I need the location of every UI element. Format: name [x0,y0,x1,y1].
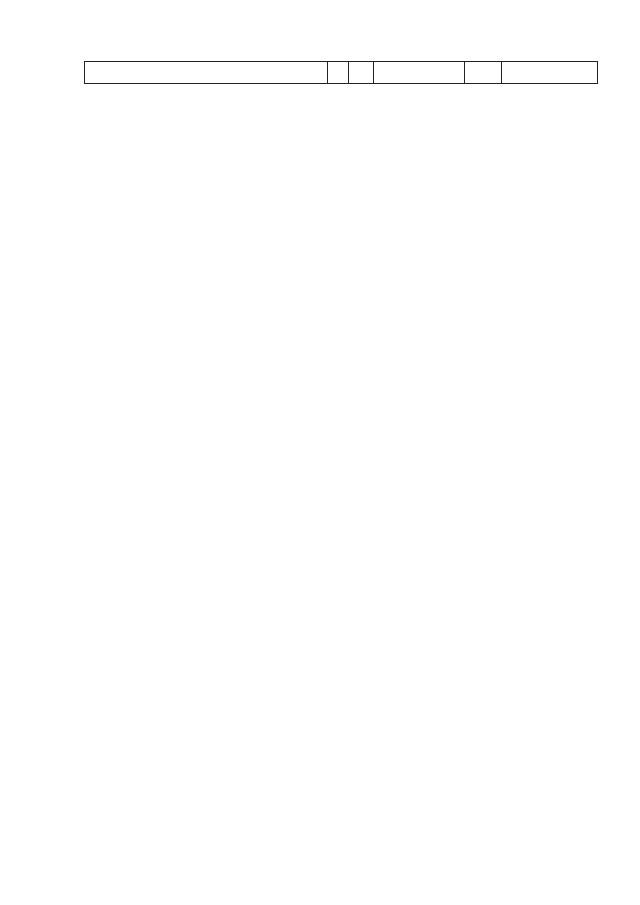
header-col-5 [465,62,502,84]
header-col-3 [349,62,374,84]
header-col-6 [502,62,598,84]
header-col-2-description [85,62,328,84]
header-col-4 [374,62,465,84]
header-col-2 [328,62,349,84]
header-row [85,62,598,84]
column-header-table [84,61,598,84]
